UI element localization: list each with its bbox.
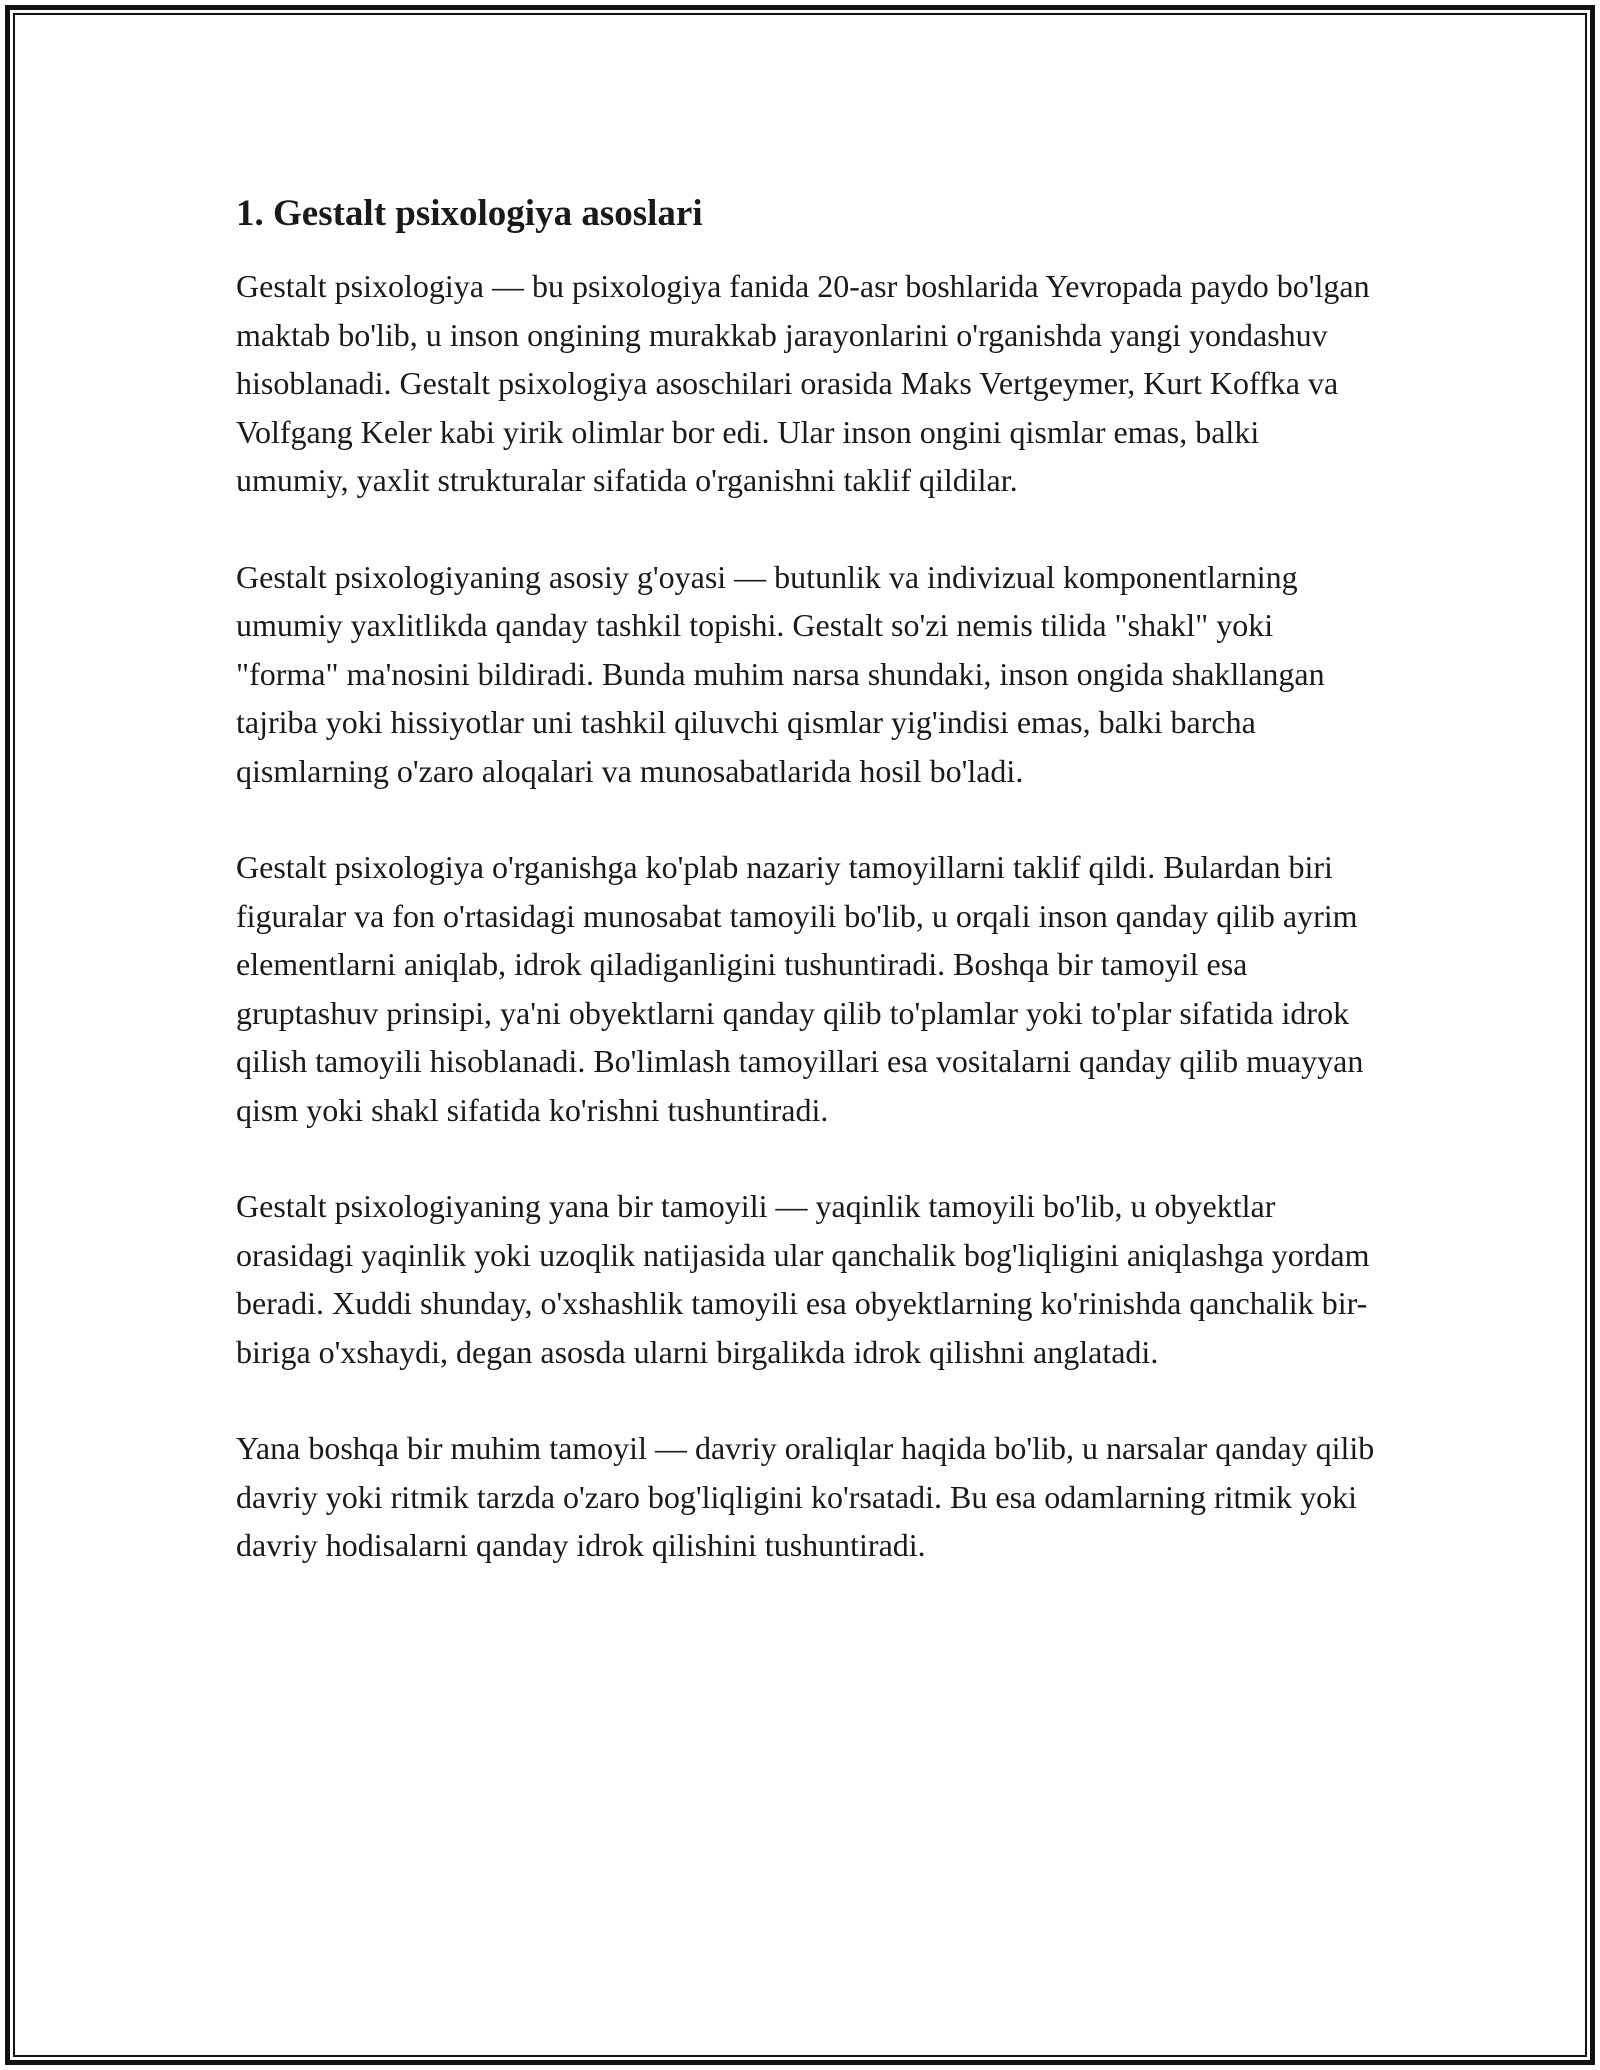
paragraph-2: Gestalt psixologiyaning asosiy g'oyasi — butunlik va indivizual komponentlarning umumiy yaxlitlikda qanday tashkil topishi. Gestalt so'zi nemis tilida "shakl" yoki "forma" ma'nosini bildiradi. Bunda muhim narsa shundaki, inson ongida shakllangan tajriba yoki hissiyotlar uni tashkil qiluvchi qismlar yig'indisi emas, balki barcha qismlarning o'zaro aloqalari va munosabatlarida hosil bo'ladi. <box>236 558 1325 789</box>
paragraph-3: Gestalt psixologiya o'rganishga ko'plab nazariy tamoyillarni taklif qildi. Bulardan biri figuralar va fon o'rtasidagi munosabat tamoyili bo'lib, u orqali inson qanday qilib ayrim elementlarni aniqlab, idrok qiladiganligini tushuntiradi. Boshqa bir tamoyil esa gruptashuv prinsipi, ya'ni obyektlarni qanday qilib to'plamlar yoki to'plar sifatida idrok qilish tamoyili hisoblanadi. Bo'limlash tamoyillari esa vositalarni qanday qilib muayyan qism yoki shakl sifatida ko'rishni tushuntiradi. <box>236 849 1364 1128</box>
section-heading: 1. Gestalt psixologiya asoslari <box>236 193 703 234</box>
paragraph-4: Gestalt psixologiyaning yana bir tamoyili — yaqinlik tamoyili bo'lib, u obyektlar orasidagi yaqinlik yoki uzoqlik natijasida ular qanchalik bog'liqligini aniqlashga yordam beradi. Xuddi shunday, o'xshashlik tamoyili esa obyektlarning ko'rinishda qanchalik bir-biriga o'xshaydi, degan asosda ularni birgalikda idrok qilishni anglatadi. <box>236 1188 1370 1370</box>
paragraph-5: Yana boshqa bir muhim tamoyil — davriy oraliqlar haqida bo'lib, u narsalar qanday qilib davriy yoki ritmik tarzda o'zaro bog'liqligini ko'rsatadi. Bu esa odamlarning ritmik yoki davriy hodisalarni qanday idrok qilishini tushuntiradi. <box>236 1430 1375 1563</box>
document-body <box>236 186 1376 1618</box>
paragraph-1: Gestalt psixologiya — bu psixologiya fanida 20-asr boshlarida Yevropada paydo bo'lgan maktab bo'lib, u inson ongining murakkab jarayonlarini o'rganishda yangi yondashuv hisoblanadi. Gestalt psixologiya asoschilari orasida Maks Vertgeymer, Kurt Koffka va Volfgang Keler kabi yirik olimlar bor edi. Ular inson ongini qismlar emas, balki umumiy, yaxlit strukturalar sifatida o'rganishni taklif qildilar. <box>236 268 1370 498</box>
